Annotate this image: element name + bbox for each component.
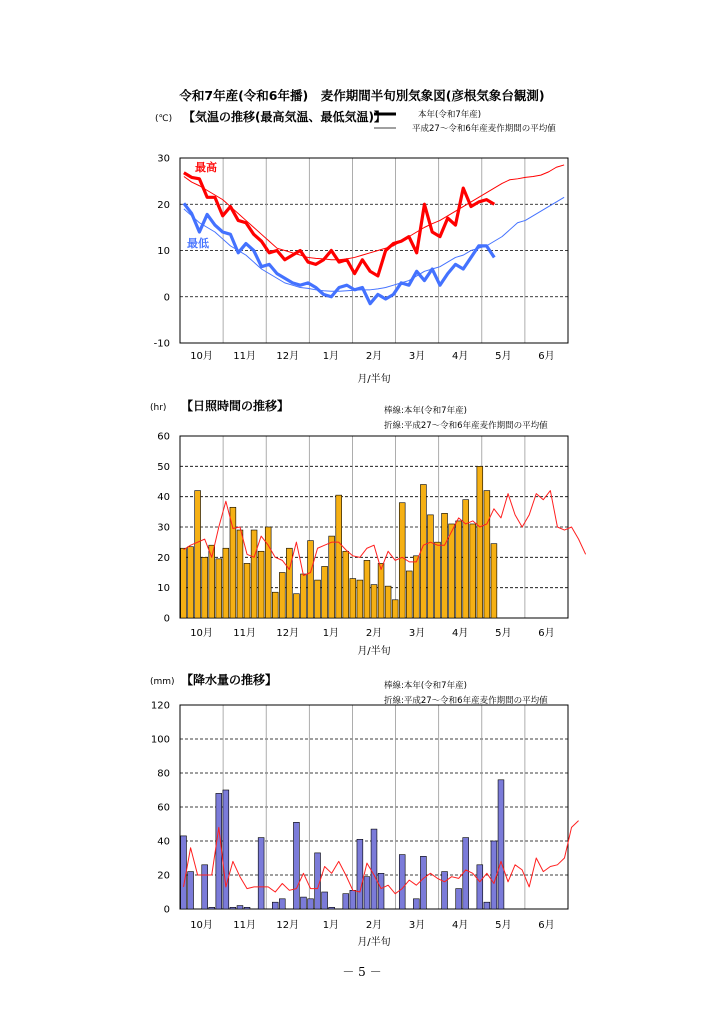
y-tick-label: 10	[157, 583, 170, 595]
bar	[230, 907, 236, 909]
bar	[413, 899, 419, 909]
x-tick-label: 5月	[495, 628, 512, 639]
x-tick-label: 10月	[190, 628, 213, 639]
x-tick-label: 4月	[452, 920, 469, 931]
x-tick-label: 4月	[452, 628, 469, 639]
unit-label: (mm)	[150, 677, 175, 687]
y-tick-label: 100	[150, 734, 170, 746]
bar	[301, 897, 307, 909]
x-tick-label: 10月	[190, 351, 213, 362]
bar	[272, 902, 278, 909]
bar	[442, 872, 448, 909]
y-tick-label: 10	[157, 246, 170, 257]
x-tick-label: 11月	[233, 351, 257, 362]
bar	[463, 838, 469, 909]
y-tick-label: 20	[157, 199, 170, 211]
x-tick-label: 5月	[495, 920, 512, 931]
x-tick-label: 2月	[365, 628, 383, 639]
page-number: － 5 －	[342, 965, 382, 979]
y-tick-label: 30	[157, 522, 170, 534]
bar	[223, 790, 229, 909]
x-tick-label: 3月	[408, 351, 426, 362]
bar	[308, 899, 314, 909]
x-tick-label: 4月	[452, 351, 469, 362]
page-title: 令和7年産(令和6年播) 麦作期間半旬別気象図(彦根気象台観測)	[179, 88, 545, 103]
legend-label-bars: 棒線:本年(令和7年産)	[384, 406, 467, 416]
bar	[364, 877, 370, 909]
bar	[244, 907, 250, 909]
y-tick-label: 20	[157, 552, 170, 564]
chart-title: 【日照時間の推移】	[181, 399, 290, 413]
bar	[420, 856, 426, 909]
bar	[258, 838, 264, 909]
y-tick-label: 80	[157, 768, 170, 780]
bar	[188, 872, 194, 909]
x-tick-label: 1月	[322, 628, 340, 639]
x-tick-label: 12月	[276, 351, 300, 362]
x-tick-label: 10月	[190, 920, 213, 931]
bar	[181, 836, 187, 909]
x-tick-label: 11月	[233, 920, 257, 931]
bar	[202, 865, 208, 909]
x-axis-label: 月/半旬	[357, 374, 391, 385]
legend-label-average: 平成27～令和6年産麦作期間の平均値	[412, 124, 556, 134]
series-label-min: 最低	[187, 237, 209, 250]
x-tick-label: 2月	[365, 351, 383, 362]
bar	[216, 793, 222, 909]
legend-label-line: 折線:平成27～令和6年産麦作期間の平均値	[384, 421, 548, 431]
x-tick-label: 11月	[233, 628, 257, 639]
bar	[209, 907, 215, 909]
bar	[371, 829, 377, 909]
bar	[477, 865, 483, 909]
bar	[237, 906, 243, 909]
y-tick-label: 60	[157, 431, 170, 443]
y-tick-label: 120	[150, 700, 170, 712]
x-tick-label: 3月	[408, 920, 426, 931]
x-tick-label: 12月	[276, 920, 300, 931]
x-tick-label: 6月	[538, 351, 555, 362]
bar	[293, 822, 299, 909]
bar	[491, 841, 497, 909]
legend-label-line: 折線:平成27～令和6年産麦作期間の平均値	[384, 696, 548, 706]
legend-label-bars: 棒線:本年(令和7年産)	[384, 681, 467, 691]
x-tick-label: 3月	[408, 628, 426, 639]
y-tick-label: 0	[163, 904, 170, 916]
bar	[456, 889, 462, 909]
bar	[329, 907, 335, 909]
series-label-max: 最高	[195, 161, 217, 174]
y-tick-label: 20	[157, 870, 170, 882]
bar	[484, 902, 490, 909]
bar	[343, 894, 349, 909]
y-tick-label: 40	[157, 492, 170, 504]
legend-label-current: 本年(令和7年産)	[418, 110, 482, 120]
y-tick-label: 0	[163, 613, 170, 625]
y-tick-label: 40	[157, 836, 170, 848]
y-tick-label: 50	[157, 461, 170, 473]
x-tick-label: 1月	[322, 351, 340, 362]
y-tick-label: 30	[157, 153, 170, 165]
x-axis-label: 月/半旬	[357, 937, 391, 948]
bar	[399, 855, 405, 909]
x-tick-label: 5月	[495, 351, 512, 362]
x-tick-label: 6月	[538, 920, 555, 931]
bar	[378, 873, 384, 909]
x-tick-label: 1月	[322, 920, 340, 931]
bar	[350, 890, 356, 909]
y-tick-label: -10	[153, 338, 170, 350]
unit-label: (hr)	[150, 403, 167, 413]
x-tick-label: 2月	[365, 920, 383, 931]
bar	[279, 899, 285, 909]
x-tick-label: 6月	[538, 628, 555, 639]
y-tick-label: 60	[157, 802, 170, 814]
chart-title: 【降水量の推移】	[181, 673, 278, 687]
x-axis-label: 月/半旬	[357, 646, 391, 657]
x-tick-label: 12月	[276, 628, 300, 639]
y-tick-label: 0	[163, 292, 170, 304]
unit-label: (℃)	[155, 114, 173, 124]
bar	[322, 892, 328, 909]
bar	[357, 839, 363, 909]
bar	[498, 780, 504, 909]
chart-title: 【気温の推移(最高気温、最低気温)】	[183, 110, 386, 124]
